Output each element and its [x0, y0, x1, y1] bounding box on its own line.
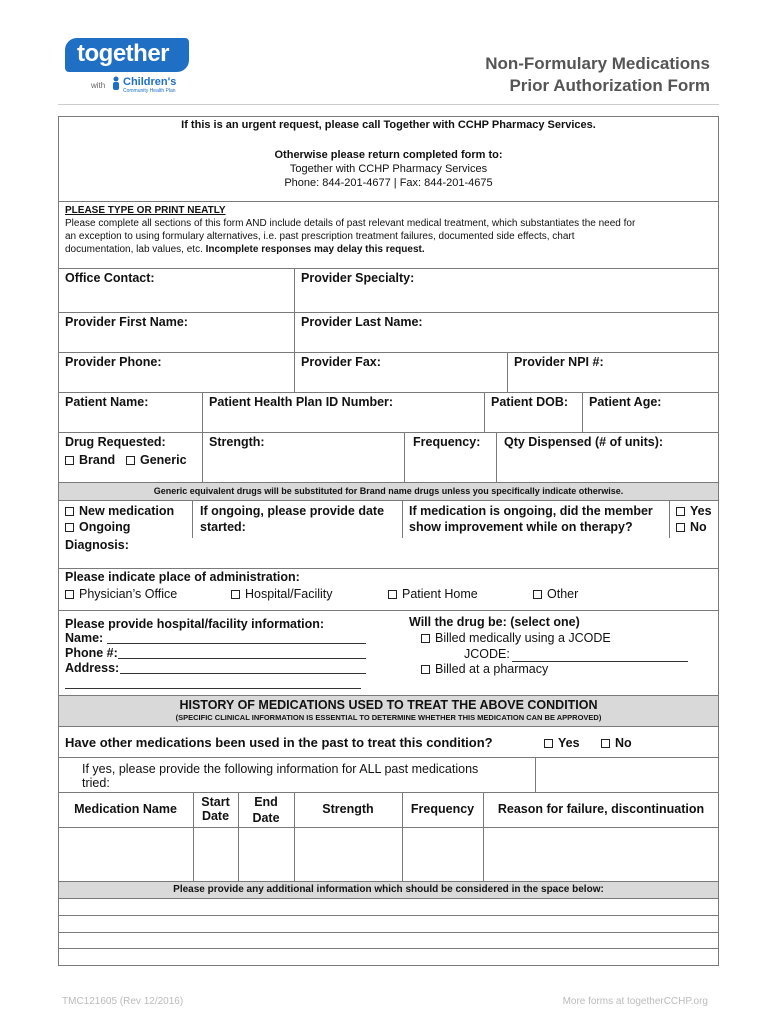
- other-label: Other: [547, 587, 579, 601]
- billed-pharmacy-label: Billed at a pharmacy: [435, 662, 549, 676]
- drug-requested-field[interactable]: Drug Requested:: [65, 435, 166, 449]
- checkbox-icon: [421, 665, 430, 674]
- instructions-warning: Incomplete responses may delay this request.: [205, 244, 425, 255]
- hospital-facility-label: Hospital/Facility: [245, 587, 333, 601]
- header-divider: [58, 104, 719, 105]
- return-contact: Phone: 844-201-4677 | Fax: 844-201-4675: [284, 177, 493, 189]
- physicians-office-checkbox[interactable]: [65, 587, 177, 601]
- frequency-field[interactable]: Frequency:: [413, 435, 481, 449]
- col-medication-name: Medication Name: [74, 802, 177, 816]
- logo-with: with: [91, 81, 106, 90]
- instructions-text: documentation, lab values, etc.: [65, 244, 203, 255]
- checkbox-icon: [544, 739, 553, 748]
- billing-title: Will the drug be: (select one): [409, 615, 580, 629]
- divider: [669, 500, 670, 538]
- ongoing-checkbox[interactable]: [65, 520, 130, 534]
- ongoing-date-label-2: started:: [200, 520, 246, 534]
- divider: [58, 352, 719, 353]
- patient-plan-id-field[interactable]: Patient Health Plan ID Number:: [209, 395, 394, 409]
- divider: [404, 432, 405, 482]
- divider: [294, 268, 295, 312]
- children-icon: [111, 76, 121, 90]
- facility-address-field-2[interactable]: [65, 688, 361, 689]
- checkbox-icon: [676, 507, 685, 516]
- divider: [484, 392, 485, 432]
- col-reason: Reason for failure, discontinuation: [497, 802, 705, 816]
- divider: [58, 695, 719, 696]
- divider: [58, 482, 719, 483]
- form-title-line1: Non-Formulary Medications: [485, 54, 710, 73]
- diagnosis-field[interactable]: Diagnosis:: [65, 538, 129, 552]
- divider: [58, 792, 719, 793]
- col-end-date-1: End: [254, 795, 278, 809]
- divider: [202, 432, 203, 482]
- provider-phone-field[interactable]: Provider Phone:: [65, 355, 162, 369]
- col-start-date-2: Date: [201, 809, 230, 823]
- checkbox-icon: [676, 523, 685, 532]
- type-neatly-label: PLEASE TYPE OR PRINT NEATLY: [65, 205, 226, 216]
- med-history-entry-row[interactable]: [59, 828, 718, 881]
- logo-wordmark: together: [77, 40, 169, 67]
- instructions-line2: an exception to using formulary alternatives, i.e. past prescription treatment failures, documented side effects, chart: [65, 231, 575, 242]
- col-strength: Strength: [322, 802, 374, 816]
- checkbox-icon: [126, 456, 135, 465]
- divider: [582, 392, 583, 432]
- additional-info-line-1[interactable]: [59, 899, 718, 915]
- patient-age-field[interactable]: Patient Age:: [589, 395, 662, 409]
- additional-info-note: Please provide any additional information which should be considered in the space below:: [173, 884, 604, 895]
- improvement-no-checkbox[interactable]: [676, 520, 707, 534]
- patient-home-label: Patient Home: [402, 587, 478, 601]
- form-title-line2: Prior Authorization Form: [509, 76, 710, 95]
- billed-medically-label: Billed medically using a JCODE: [435, 631, 611, 645]
- checkbox-icon: [231, 590, 240, 599]
- billed-pharmacy-checkbox[interactable]: [421, 662, 548, 676]
- facility-address-label: Address:: [65, 661, 120, 675]
- return-address: Together with CCHP Pharmacy Services: [289, 163, 488, 175]
- brand-checkbox[interactable]: [65, 453, 115, 467]
- facility-phone-field[interactable]: [118, 658, 366, 659]
- improvement-question-1: If medication is ongoing, did the member: [409, 504, 653, 518]
- logo-partner-sub: Community Health Plan: [123, 88, 176, 94]
- col-end-date-2: Date: [252, 811, 280, 825]
- divider: [202, 392, 203, 432]
- hospital-facility-checkbox[interactable]: [231, 587, 333, 601]
- provider-npi-field[interactable]: Provider NPI #:: [514, 355, 604, 369]
- history-yes-checkbox[interactable]: [544, 736, 580, 750]
- no-label: No: [690, 520, 707, 534]
- instructions-line3: [65, 244, 425, 255]
- qty-dispensed-field[interactable]: Qty Dispensed (# of units):: [504, 435, 664, 449]
- divider: [294, 352, 295, 392]
- additional-info-line-2[interactable]: [59, 916, 718, 932]
- jcode-label: JCODE:: [464, 647, 510, 661]
- improvement-yes-checkbox[interactable]: [676, 504, 712, 518]
- provider-first-name-field[interactable]: Provider First Name:: [65, 315, 188, 329]
- facility-name-field[interactable]: [107, 643, 366, 644]
- divider: [402, 500, 403, 538]
- divider: [192, 500, 193, 538]
- checkbox-icon: [388, 590, 397, 599]
- generic-label: Generic: [140, 453, 187, 467]
- urgent-note: If this is an urgent request, please call Together with CCHP Pharmacy Services.: [181, 119, 596, 131]
- footer-form-id: TMC121605 (Rev 12/2016): [62, 996, 184, 1007]
- history-subtitle: (SPECIFIC CLINICAL INFORMATION IS ESSENTIAL TO DETERMINE WHETHER THIS MEDICATION CAN BE APPROVED): [175, 713, 602, 722]
- facility-name-label: Name:: [65, 631, 104, 645]
- provider-specialty-field[interactable]: Provider Specialty:: [301, 271, 415, 285]
- physicians-office-label: Physician’s Office: [79, 587, 178, 601]
- patient-dob-field[interactable]: Patient DOB:: [491, 395, 569, 409]
- checkbox-icon: [533, 590, 542, 599]
- footer-link[interactable]: More forms at togetherCCHP.org: [562, 996, 708, 1007]
- divider: [58, 201, 719, 202]
- checkbox-icon: [65, 507, 74, 516]
- facility-phone-label: Phone #:: [65, 646, 118, 660]
- ongoing-label: Ongoing: [79, 520, 131, 534]
- other-checkbox[interactable]: [533, 587, 578, 601]
- no-label: No: [615, 736, 632, 750]
- divider: [58, 881, 719, 882]
- divider: [58, 726, 719, 727]
- yes-label: Yes: [558, 736, 580, 750]
- divider: [58, 568, 719, 569]
- provider-last-name-field[interactable]: Provider Last Name:: [301, 315, 423, 329]
- facility-title: Please provide hospital/facility information:: [65, 617, 325, 631]
- if-yes-instructions-1: If yes, please provide the following information for ALL past medications: [82, 762, 479, 776]
- col-start-date-1: Start: [201, 795, 230, 809]
- additional-info-line-3[interactable]: [59, 933, 718, 948]
- col-frequency: Frequency: [410, 802, 475, 816]
- strength-field[interactable]: Strength:: [209, 435, 265, 449]
- history-no-checkbox[interactable]: [601, 736, 632, 750]
- facility-address-field[interactable]: [120, 673, 366, 674]
- ongoing-date-label-1: If ongoing, please provide date: [200, 504, 385, 518]
- logo: [65, 38, 191, 94]
- billed-medically-checkbox[interactable]: [421, 631, 611, 645]
- instructions-line1: Please complete all sections of this form AND include details of past relevant medical treatment, which substantiates the need for: [65, 218, 636, 229]
- checkbox-icon: [65, 456, 74, 465]
- new-medication-checkbox[interactable]: [65, 504, 174, 518]
- history-question: Have other medications been used in the past to treat this condition?: [65, 735, 493, 750]
- improvement-question-2: show improvement while on therapy?: [409, 520, 633, 534]
- return-note: Otherwise please return completed form to:: [274, 149, 503, 161]
- divider: [58, 610, 719, 611]
- checkbox-icon: [601, 739, 610, 748]
- administration-title: Please indicate place of administration:: [65, 570, 300, 584]
- checkbox-icon: [65, 523, 74, 532]
- provider-fax-field[interactable]: Provider Fax:: [301, 355, 381, 369]
- divider: [58, 312, 719, 313]
- logo-partner: Children's: [123, 76, 177, 88]
- brand-label: Brand: [79, 453, 116, 467]
- divider: [58, 432, 719, 433]
- office-contact-field[interactable]: Office Contact:: [65, 271, 155, 285]
- divider: [58, 757, 719, 758]
- additional-info-line-4[interactable]: [59, 949, 718, 965]
- checkbox-icon: [65, 590, 74, 599]
- divider: [294, 312, 295, 352]
- if-yes-instructions-2: tried:: [82, 776, 110, 790]
- divider: [507, 352, 508, 392]
- generic-substitution-note: Generic equivalent drugs will be substituted for Brand name drugs unless you specifically indicate otherwise.: [153, 486, 624, 496]
- yes-label: Yes: [690, 504, 712, 518]
- divider: [58, 392, 719, 393]
- divider: [58, 500, 719, 501]
- checkbox-icon: [421, 634, 430, 643]
- patient-home-checkbox[interactable]: [388, 587, 478, 601]
- history-title: HISTORY OF MEDICATIONS USED TO TREAT THE ABOVE CONDITION: [179, 698, 598, 712]
- generic-checkbox[interactable]: [126, 453, 187, 467]
- divider: [535, 757, 536, 792]
- new-medication-label: New medication: [79, 504, 175, 518]
- divider: [496, 432, 497, 482]
- patient-name-field[interactable]: Patient Name:: [65, 395, 149, 409]
- divider: [58, 268, 719, 269]
